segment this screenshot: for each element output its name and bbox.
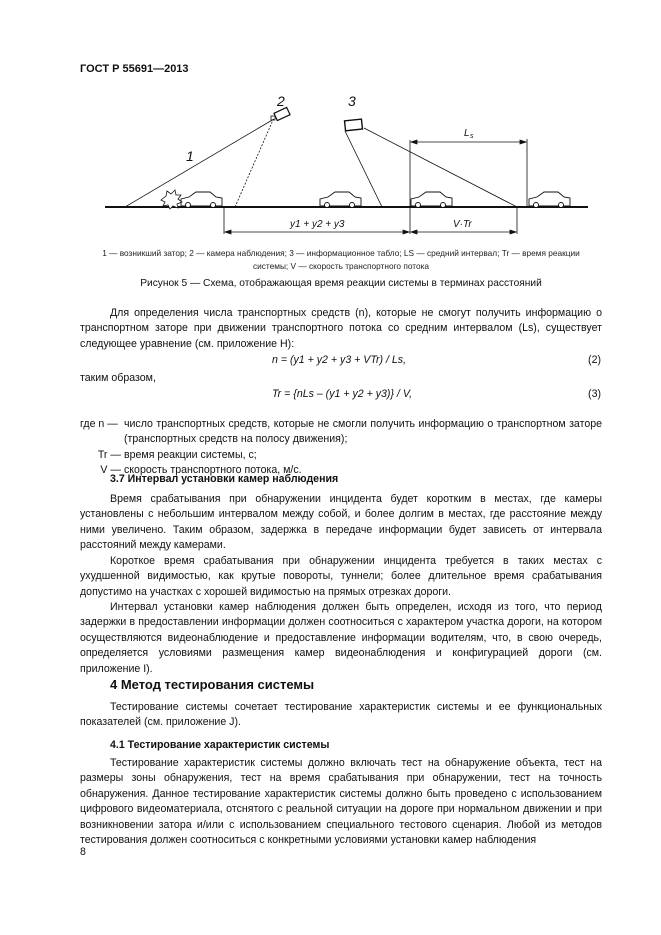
where-list — [80, 417, 602, 479]
section-heading: 3.7 Интервал установки камер наблюдения — [110, 473, 339, 485]
text-line: таким образом, — [80, 372, 156, 384]
label-sum: y1 + y2 + y3 — [290, 219, 345, 230]
car-icon — [181, 192, 222, 208]
dimension-arrows — [225, 140, 526, 234]
label-3: 3 — [348, 93, 356, 109]
label-ls: L — [464, 128, 470, 139]
page-number: 8 — [80, 846, 86, 858]
info-board-icon — [345, 119, 363, 131]
label-ls-sub: s — [470, 133, 474, 140]
sight-line — [235, 120, 273, 207]
equation-3: Tr = {nLs – (y1 + y2 + y3)} / V, — [272, 388, 413, 400]
legend-line: системы; V — скорость транспортного потока — [253, 261, 429, 271]
definition: число транспортных средств, которые не смогли получить информацию о транспортном заторе (транспортных средств на полосу движения); — [124, 418, 602, 446]
where-item — [80, 448, 602, 463]
symbol: V — — [100, 464, 121, 477]
paragraph: Время срабатывания при обнаружении инцидента будет коротким в местах, где камеры установлены с небольшим интервалом между собой, и более долгим в местах, где расстояние между ними увеличено. Таким образом, задержка в передаче информации будет зависеть от интервала расстояний между камерами. — [80, 493, 602, 552]
where-item — [80, 417, 602, 448]
definition: скорость транспортного потока, м/с. — [124, 464, 302, 477]
car-icon — [320, 192, 361, 208]
symbol: где n — — [80, 418, 118, 430]
camera-icon — [271, 107, 290, 120]
paragraph: Короткое время срабатывания при обнаружении инцидента требуется в таких местах с ухудшенной видимостью, как крутые повороты, туннели; более длительное время срабатывания допустимо на участках с хорошей видимостью на прямых отрезках дороги. — [80, 555, 602, 598]
paragraph: Для определения числа транспортных средств (n), которые не смогут получить информацию о транспортном заторе при движении транспортного потока со средним интервалом (Ls), существует следующее уравнение (см. приложение Н): — [80, 307, 602, 350]
figure-diagram — [0, 0, 661, 250]
symbol: Tr — — [97, 448, 121, 461]
equation-number: (2) — [588, 354, 601, 366]
equation-2: n = (y1 + y2 + y3 + VTr) / Ls, — [272, 354, 407, 366]
label-2: 2 — [277, 93, 285, 109]
equation-number: (3) — [588, 388, 601, 400]
figure-legend — [80, 247, 602, 273]
car-icon — [529, 192, 570, 208]
label-1: 1 — [186, 148, 194, 164]
paragraph: Тестирование системы сочетает тестирование характеристик системы и ее функциональных показателей (см. приложение J). — [80, 701, 602, 729]
paragraph: Интервал установки камер наблюдения должен быть определен, исходя из того, что период задержки в предоставлении информации должен соотноситься с характером участка дороги, на котором осуществляются видеонаблюдение и предоставление информации водителям, что, в свою очередь, определяется условиями размещения камер видеонаблюдения и конфигурацией дороги (см. приложение I). — [80, 601, 602, 675]
section-heading: 4.1 Тестирование характеристик системы — [110, 739, 330, 751]
legend-line: 1 — возникший затор; 2 — камера наблюдения; 3 — информационное табло; LS — средний интервал; Tr — время реакции — [102, 248, 580, 258]
paragraph: Тестирование характеристик системы должно включать тест на обнаружение объекта, тест на размеры зоны обнаружения, тест на время срабатывания при обнаружении, тест на точность обнаружения. Данное тестирование характеристик системы должно быть проведено с использованием цифрового видеоматериала, отснятого с реальной ситуации на дороге при нормальном движении и при возникновении затора и/или с использованием специального тестового сценария. Любой из методов тестирования должен соотноситься с конкретными условиями установки камер наблюдения — [80, 757, 602, 847]
section-heading: 4 Метод тестирования системы — [110, 677, 315, 692]
definition: время реакции системы, с; — [124, 448, 257, 461]
document-header: ГОСТ Р 55691—2013 — [80, 63, 189, 75]
label-vt: V·Tr — [453, 219, 472, 230]
car-icon — [411, 192, 452, 208]
figure-caption: Рисунок 5 — Схема, отображающая время реакции системы в терминах расстояний — [140, 278, 542, 289]
